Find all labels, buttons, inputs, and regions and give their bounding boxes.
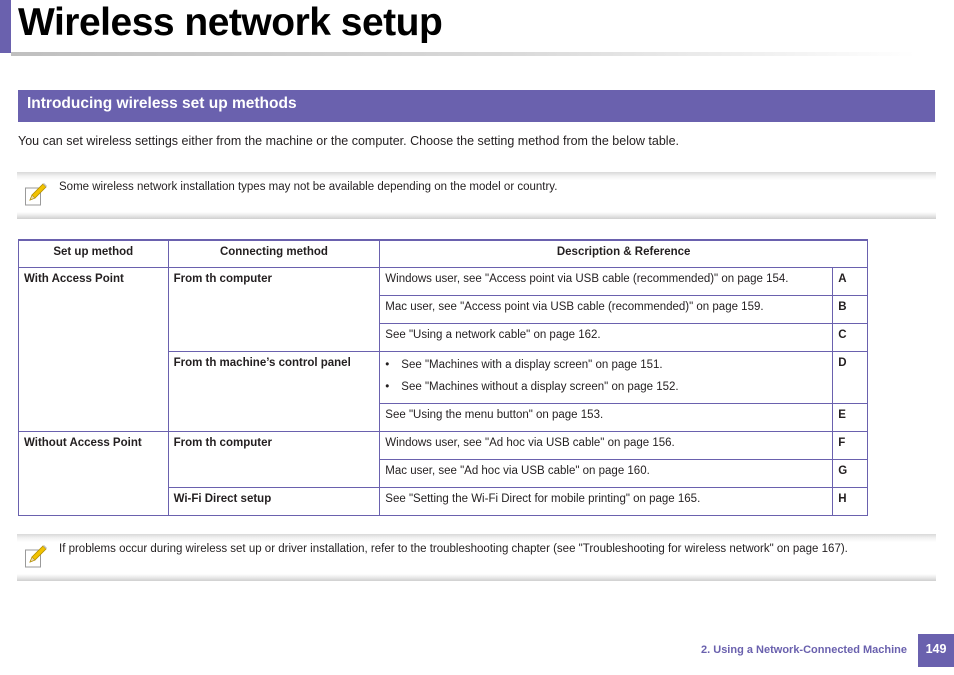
bullet-list <box>385 354 827 398</box>
description-cell: Mac user, see "Ad hoc via USB cable" on page 160. <box>380 460 833 488</box>
connecting-method-cell: From th computer <box>168 432 380 488</box>
description-cell: See "Using a network cable" on page 162. <box>380 324 833 352</box>
intro-paragraph: You can set wireless settings either from the machine or the computer. Choose the setting method from the below table. <box>18 134 680 148</box>
description-cell: Windows user, see "Access point via USB cable (recommended)" on page 154. <box>380 268 833 296</box>
reference-cell: E <box>833 404 868 432</box>
reference-cell: H <box>833 488 868 516</box>
setup-methods-table <box>18 239 868 516</box>
list-item: • See "Machines with a display screen" on page 151. <box>385 354 827 376</box>
note-box <box>17 172 936 219</box>
table-row <box>19 432 868 460</box>
note-pencil-icon <box>24 182 48 208</box>
setup-method-cell: Without Access Point <box>19 432 169 516</box>
description-cell: Windows user, see "Ad hoc via USB cable" on page 156. <box>380 432 833 460</box>
reference-cell: B <box>833 296 868 324</box>
connecting-method-cell: From th computer <box>168 268 380 352</box>
section-header: Introducing wireless set up methods <box>18 90 935 122</box>
reference-cell: C <box>833 324 868 352</box>
page-title: Wireless network setup <box>18 1 443 44</box>
note-box <box>17 534 936 581</box>
title-underline <box>11 52 916 56</box>
reference-cell: D <box>833 352 868 404</box>
table-header-row <box>19 240 868 268</box>
connecting-method-cell: From th machine’s control panel <box>168 352 380 432</box>
title-accent-bar <box>0 0 11 53</box>
description-cell: Mac user, see "Access point via USB cable (recommended)" on page 159. <box>380 296 833 324</box>
header-setup-method: Set up method <box>19 240 169 268</box>
header-description-reference: Description & Reference <box>380 240 868 268</box>
note-pencil-icon <box>24 544 48 570</box>
page-number: 149 <box>918 634 954 667</box>
reference-cell: A <box>833 268 868 296</box>
connecting-method-cell: Wi-Fi Direct setup <box>168 488 380 516</box>
table-row <box>19 268 868 296</box>
list-item: • See "Machines without a display screen" on page 152. <box>385 376 827 398</box>
reference-cell: G <box>833 460 868 488</box>
note-text: If problems occur during wireless set up or driver installation, refer to the troubleshooting chapter (see "Troubleshooting for wireless network" on page 167). <box>59 543 848 555</box>
setup-method-cell: With Access Point <box>19 268 169 432</box>
note-text: Some wireless network installation types may not be available depending on the model or country. <box>59 181 558 193</box>
header-connecting-method: Connecting method <box>168 240 380 268</box>
description-cell <box>380 352 833 404</box>
reference-cell: F <box>833 432 868 460</box>
description-cell: See "Using the menu button" on page 153. <box>380 404 833 432</box>
footer-chapter-label: 2. Using a Network-Connected Machine <box>701 644 907 656</box>
description-cell: See "Setting the Wi-Fi Direct for mobile printing" on page 165. <box>380 488 833 516</box>
